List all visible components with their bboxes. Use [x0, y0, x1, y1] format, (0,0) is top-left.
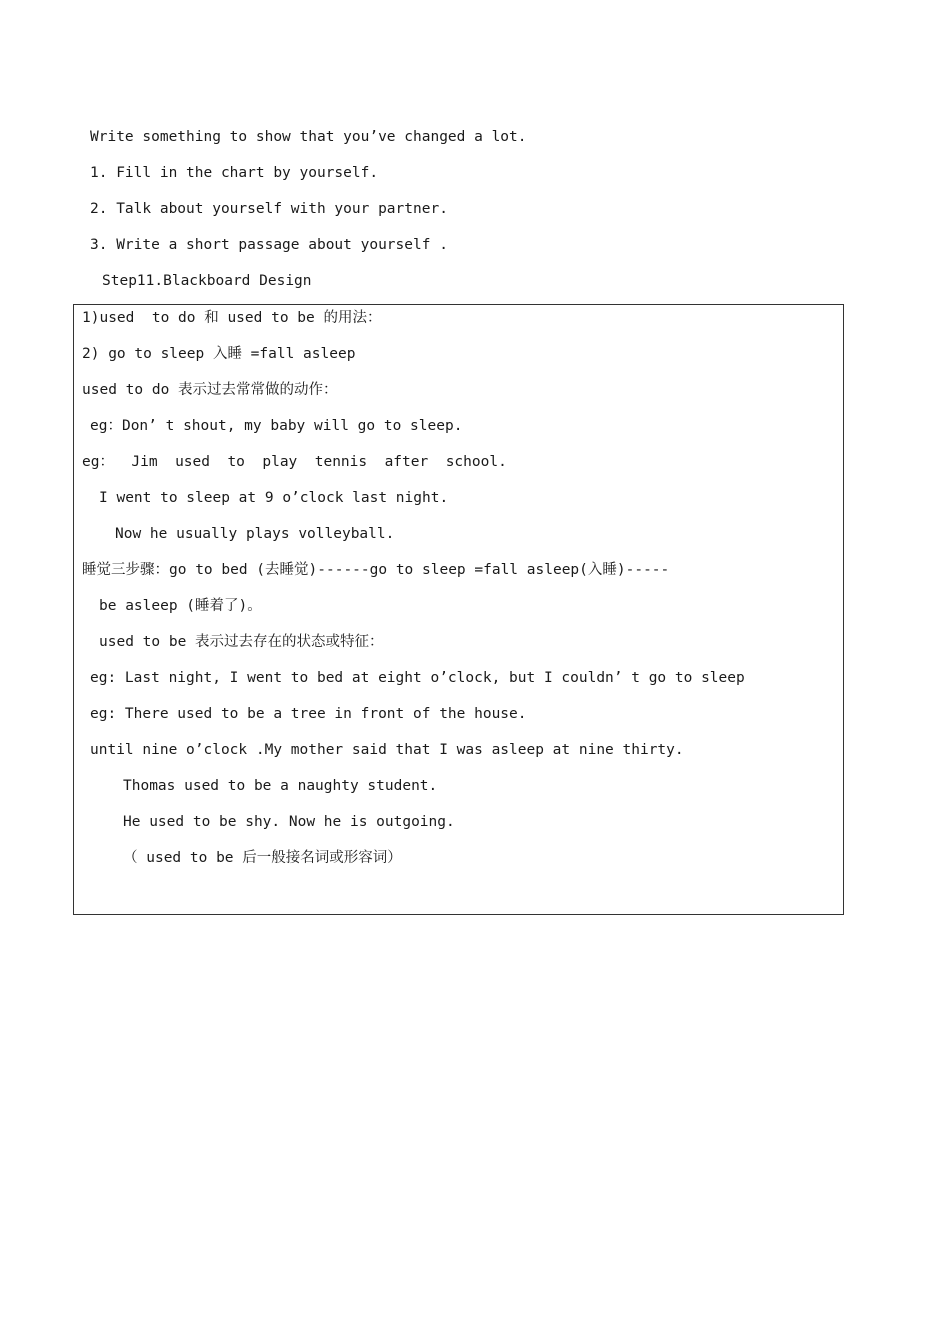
blackboard-line-3: used to do 表示过去常常做的动作： [82, 382, 338, 398]
blackboard-line-10: used to be 表示过去存在的状态或特征： [99, 634, 384, 650]
blackboard-line-13: until nine o’clock .My mother said that I was asleep at nine thirty. [90, 742, 684, 758]
blackboard-line-7: Now he usually plays volleyball. [115, 526, 395, 542]
blackboard-line-5: eg： Jim used to play tennis after school. [82, 454, 507, 470]
task-instruction: Write something to show that you’ve changed a lot. [90, 129, 527, 145]
blackboard-line-1: 1)used to do 和 used to be 的用法： [82, 310, 382, 326]
section-heading: Step11.Blackboard Design [102, 273, 312, 289]
blackboard-line-6: I went to sleep at 9 o’clock last night. [99, 490, 449, 506]
blackboard-line-4: eg：Don’ t shout, my baby will go to sleep. [90, 418, 463, 434]
blackboard-line-12: eg: There used to be a tree in front of the house. [90, 706, 527, 722]
step-item-3: 3. Write a short passage about yourself . [90, 237, 448, 253]
step-item-1: 1. Fill in the chart by yourself. [90, 165, 379, 181]
blackboard-line-11: eg: Last night, I went to bed at eight o’clock, but I couldn’ t go to sleep [90, 670, 745, 686]
blackboard-line-14: Thomas used to be a naughty student. [123, 778, 438, 794]
blackboard-line-9: be asleep (睡着了)。 [99, 598, 262, 614]
step-item-2: 2. Talk about yourself with your partner. [90, 201, 448, 217]
blackboard-line-16: （ used to be 后一般接名词或形容词） [123, 850, 402, 866]
blackboard-line-15: He used to be shy. Now he is outgoing. [123, 814, 455, 830]
blackboard-line-2: 2) go to sleep 入睡 =fall asleep [82, 346, 356, 362]
blackboard-line-8: 睡觉三步骤：go to bed (去睡觉)------go to sleep =fall asleep(入睡)----- [82, 562, 670, 578]
